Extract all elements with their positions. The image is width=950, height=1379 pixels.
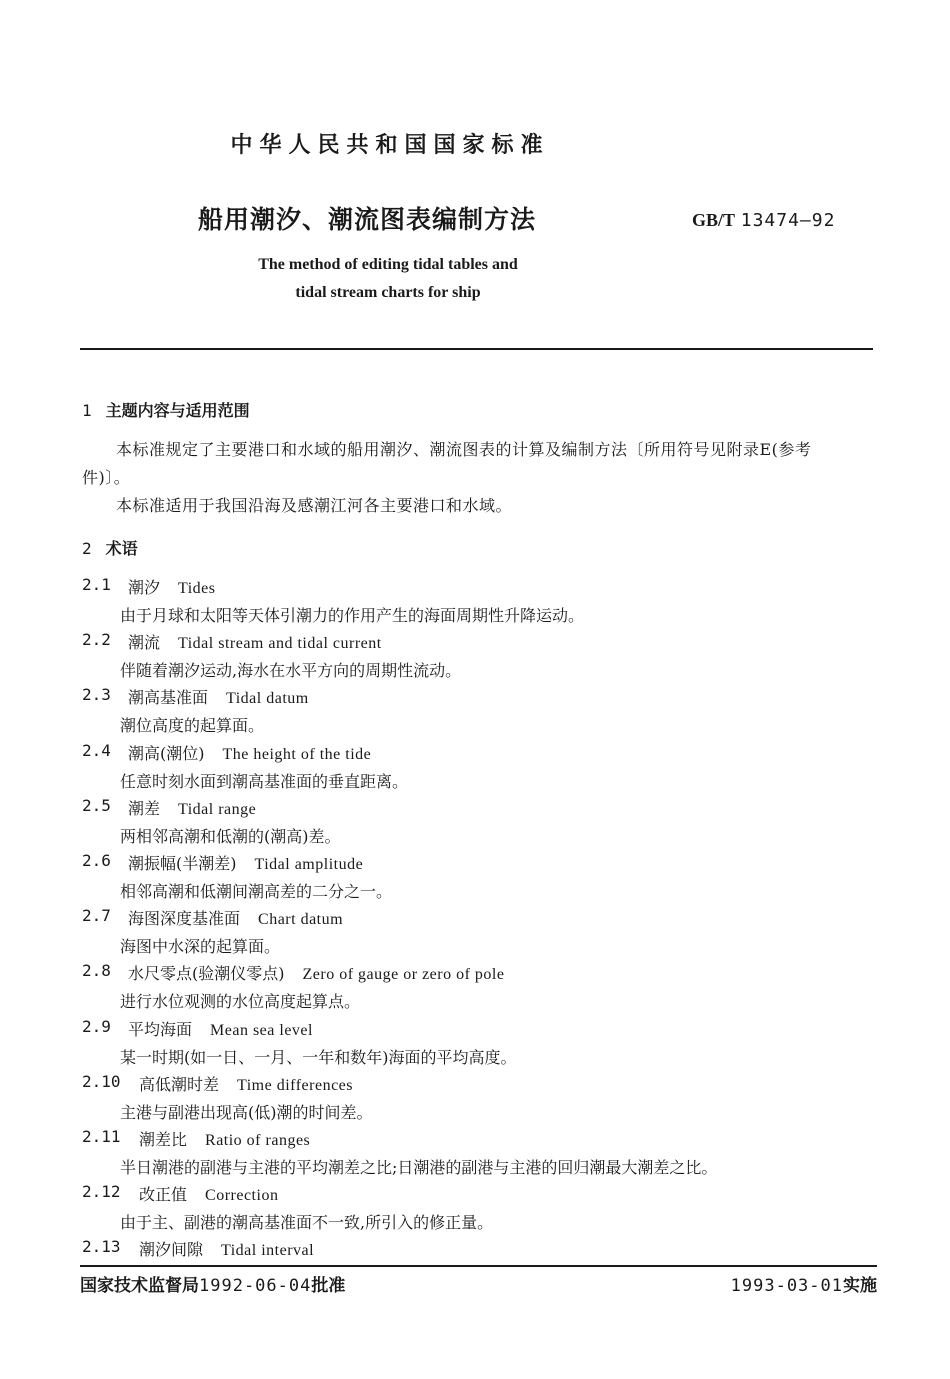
term-number: 2.6	[82, 851, 111, 870]
section-1-para2: 本标准适用于我国沿海及感潮江河各主要港口和水域。	[116, 496, 513, 515]
term-number: 2.13	[82, 1237, 121, 1256]
term-heading	[139, 1237, 314, 1260]
term-heading	[128, 1017, 313, 1040]
term-name-en: Tidal interval	[221, 1242, 315, 1259]
term-name-en: Mean sea level	[210, 1022, 313, 1039]
standard-code-prefix: GB/T	[692, 210, 736, 230]
section-1-heading	[82, 398, 250, 421]
term-heading	[128, 575, 216, 598]
term-name-en: Time differences	[237, 1077, 353, 1094]
term-definition: 主港与副港出现高(低)潮的时间差。	[120, 1103, 373, 1122]
term-definition: 由于主、副港的潮高基准面不一致,所引入的修正量。	[120, 1213, 494, 1232]
section-1-title: 主题内容与适用范围	[105, 401, 250, 420]
term-definition: 伴随着潮汐运动,海水在水平方向的周期性流动。	[120, 661, 462, 680]
term-name-en: The height of the tide	[222, 746, 372, 763]
section-1-para1-line1: 本标准规定了主要港口和水域的船用潮汐、潮流图表的计算及编制方法〔所用符号见附录E(参考	[116, 440, 812, 459]
term-number: 2.9	[82, 1017, 111, 1036]
term-number: 2.3	[82, 685, 111, 704]
term-number: 2.12	[82, 1182, 121, 1201]
term-name-cn: 潮高基准面	[128, 688, 209, 707]
document-title-cn: 船用潮汐、潮流图表编制方法	[198, 205, 537, 234]
term-heading	[139, 1182, 278, 1205]
term-name-cn: 潮汐	[128, 578, 161, 597]
term-heading	[128, 851, 363, 874]
term-name-cn: 海图深度基准面	[128, 909, 241, 928]
approver: 国家技术监督局	[80, 1276, 199, 1296]
term-number: 2.10	[82, 1072, 121, 1091]
approval-word: 批准	[311, 1276, 346, 1296]
term-heading	[139, 1072, 353, 1095]
term-heading	[128, 685, 309, 708]
term-name-cn: 水尺零点(验潮仪零点)	[128, 964, 285, 983]
term-name-en: Tides	[178, 580, 216, 597]
term-number: 2.2	[82, 630, 111, 649]
section-1-number: 1	[82, 401, 92, 420]
section-2-heading	[82, 536, 138, 559]
term-name-en: Tidal datum	[226, 690, 309, 707]
term-heading	[139, 1127, 310, 1150]
section-2-number: 2	[82, 539, 92, 558]
term-name-cn: 潮振幅(半潮差)	[128, 854, 237, 873]
effective-info	[731, 1271, 877, 1296]
term-name-cn: 潮差	[128, 799, 161, 818]
effective-date: 1993-03-01	[730, 1276, 843, 1296]
term-number: 2.1	[82, 575, 111, 594]
document-title-en-line2: tidal stream charts for ship	[295, 284, 481, 301]
section-2-title: 术语	[105, 539, 138, 558]
approval-date: 1992-06-04	[199, 1276, 312, 1296]
term-name-cn: 潮流	[128, 633, 161, 652]
term-heading	[128, 630, 382, 653]
term-name-en: Zero of gauge or zero of pole	[302, 966, 505, 983]
term-number: 2.8	[82, 961, 111, 980]
term-number: 2.4	[82, 741, 111, 760]
term-definition: 潮位高度的起算面。	[120, 716, 265, 735]
term-heading	[128, 961, 504, 984]
document-title-en-line1: The method of editing tidal tables and	[258, 256, 518, 273]
term-name-en: Ratio of ranges	[205, 1132, 311, 1149]
term-heading	[128, 741, 371, 764]
term-name-en: Tidal stream and tidal current	[178, 635, 382, 652]
term-definition: 由于月球和太阳等天体引潮力的作用产生的海面周期性升降运动。	[120, 606, 585, 625]
standard-code	[692, 210, 835, 231]
section-1-para1-line2: 件)〕。	[82, 468, 131, 487]
term-definition: 相邻高潮和低潮间潮高差的二分之一。	[120, 882, 393, 901]
term-name-cn: 潮汐间隙	[139, 1240, 204, 1259]
term-definition: 半日潮港的副港与主港的平均潮差之比;日潮港的副港与主港的回归潮最大潮差之比。	[120, 1158, 718, 1177]
term-name-en: Chart datum	[258, 911, 344, 928]
term-name-en: Tidal amplitude	[254, 856, 364, 873]
term-name-cn: 改正值	[139, 1185, 188, 1204]
term-definition: 任意时刻水面到潮高基准面的垂直距离。	[120, 772, 409, 791]
term-name-en: Tidal range	[178, 801, 257, 818]
term-name-cn: 潮高(潮位)	[128, 744, 205, 763]
approval-info	[80, 1271, 345, 1296]
term-heading	[128, 796, 256, 819]
effective-word: 实施	[843, 1276, 877, 1296]
term-definition: 两相邻高潮和低潮的(潮高)差。	[120, 827, 341, 846]
standard-code-number: 13474—92	[740, 210, 836, 231]
term-number: 2.7	[82, 906, 111, 925]
term-number: 2.5	[82, 796, 111, 815]
standard-org-heading: 中华人民共和国国家标准	[230, 133, 550, 158]
term-number: 2.11	[82, 1127, 121, 1146]
footer-divider	[80, 1265, 877, 1267]
term-heading	[128, 906, 343, 929]
term-definition: 海图中水深的起算面。	[120, 937, 281, 956]
term-name-cn: 平均海面	[128, 1020, 193, 1039]
term-definition: 进行水位观测的水位高度起算点。	[120, 992, 361, 1011]
term-name-cn: 潮差比	[139, 1130, 188, 1149]
term-definition: 某一时期(如一日、一月、一年和数年)海面的平均高度。	[120, 1048, 517, 1067]
term-name-cn: 高低潮时差	[139, 1075, 220, 1094]
term-name-en: Correction	[205, 1187, 279, 1204]
header-divider	[80, 348, 873, 350]
